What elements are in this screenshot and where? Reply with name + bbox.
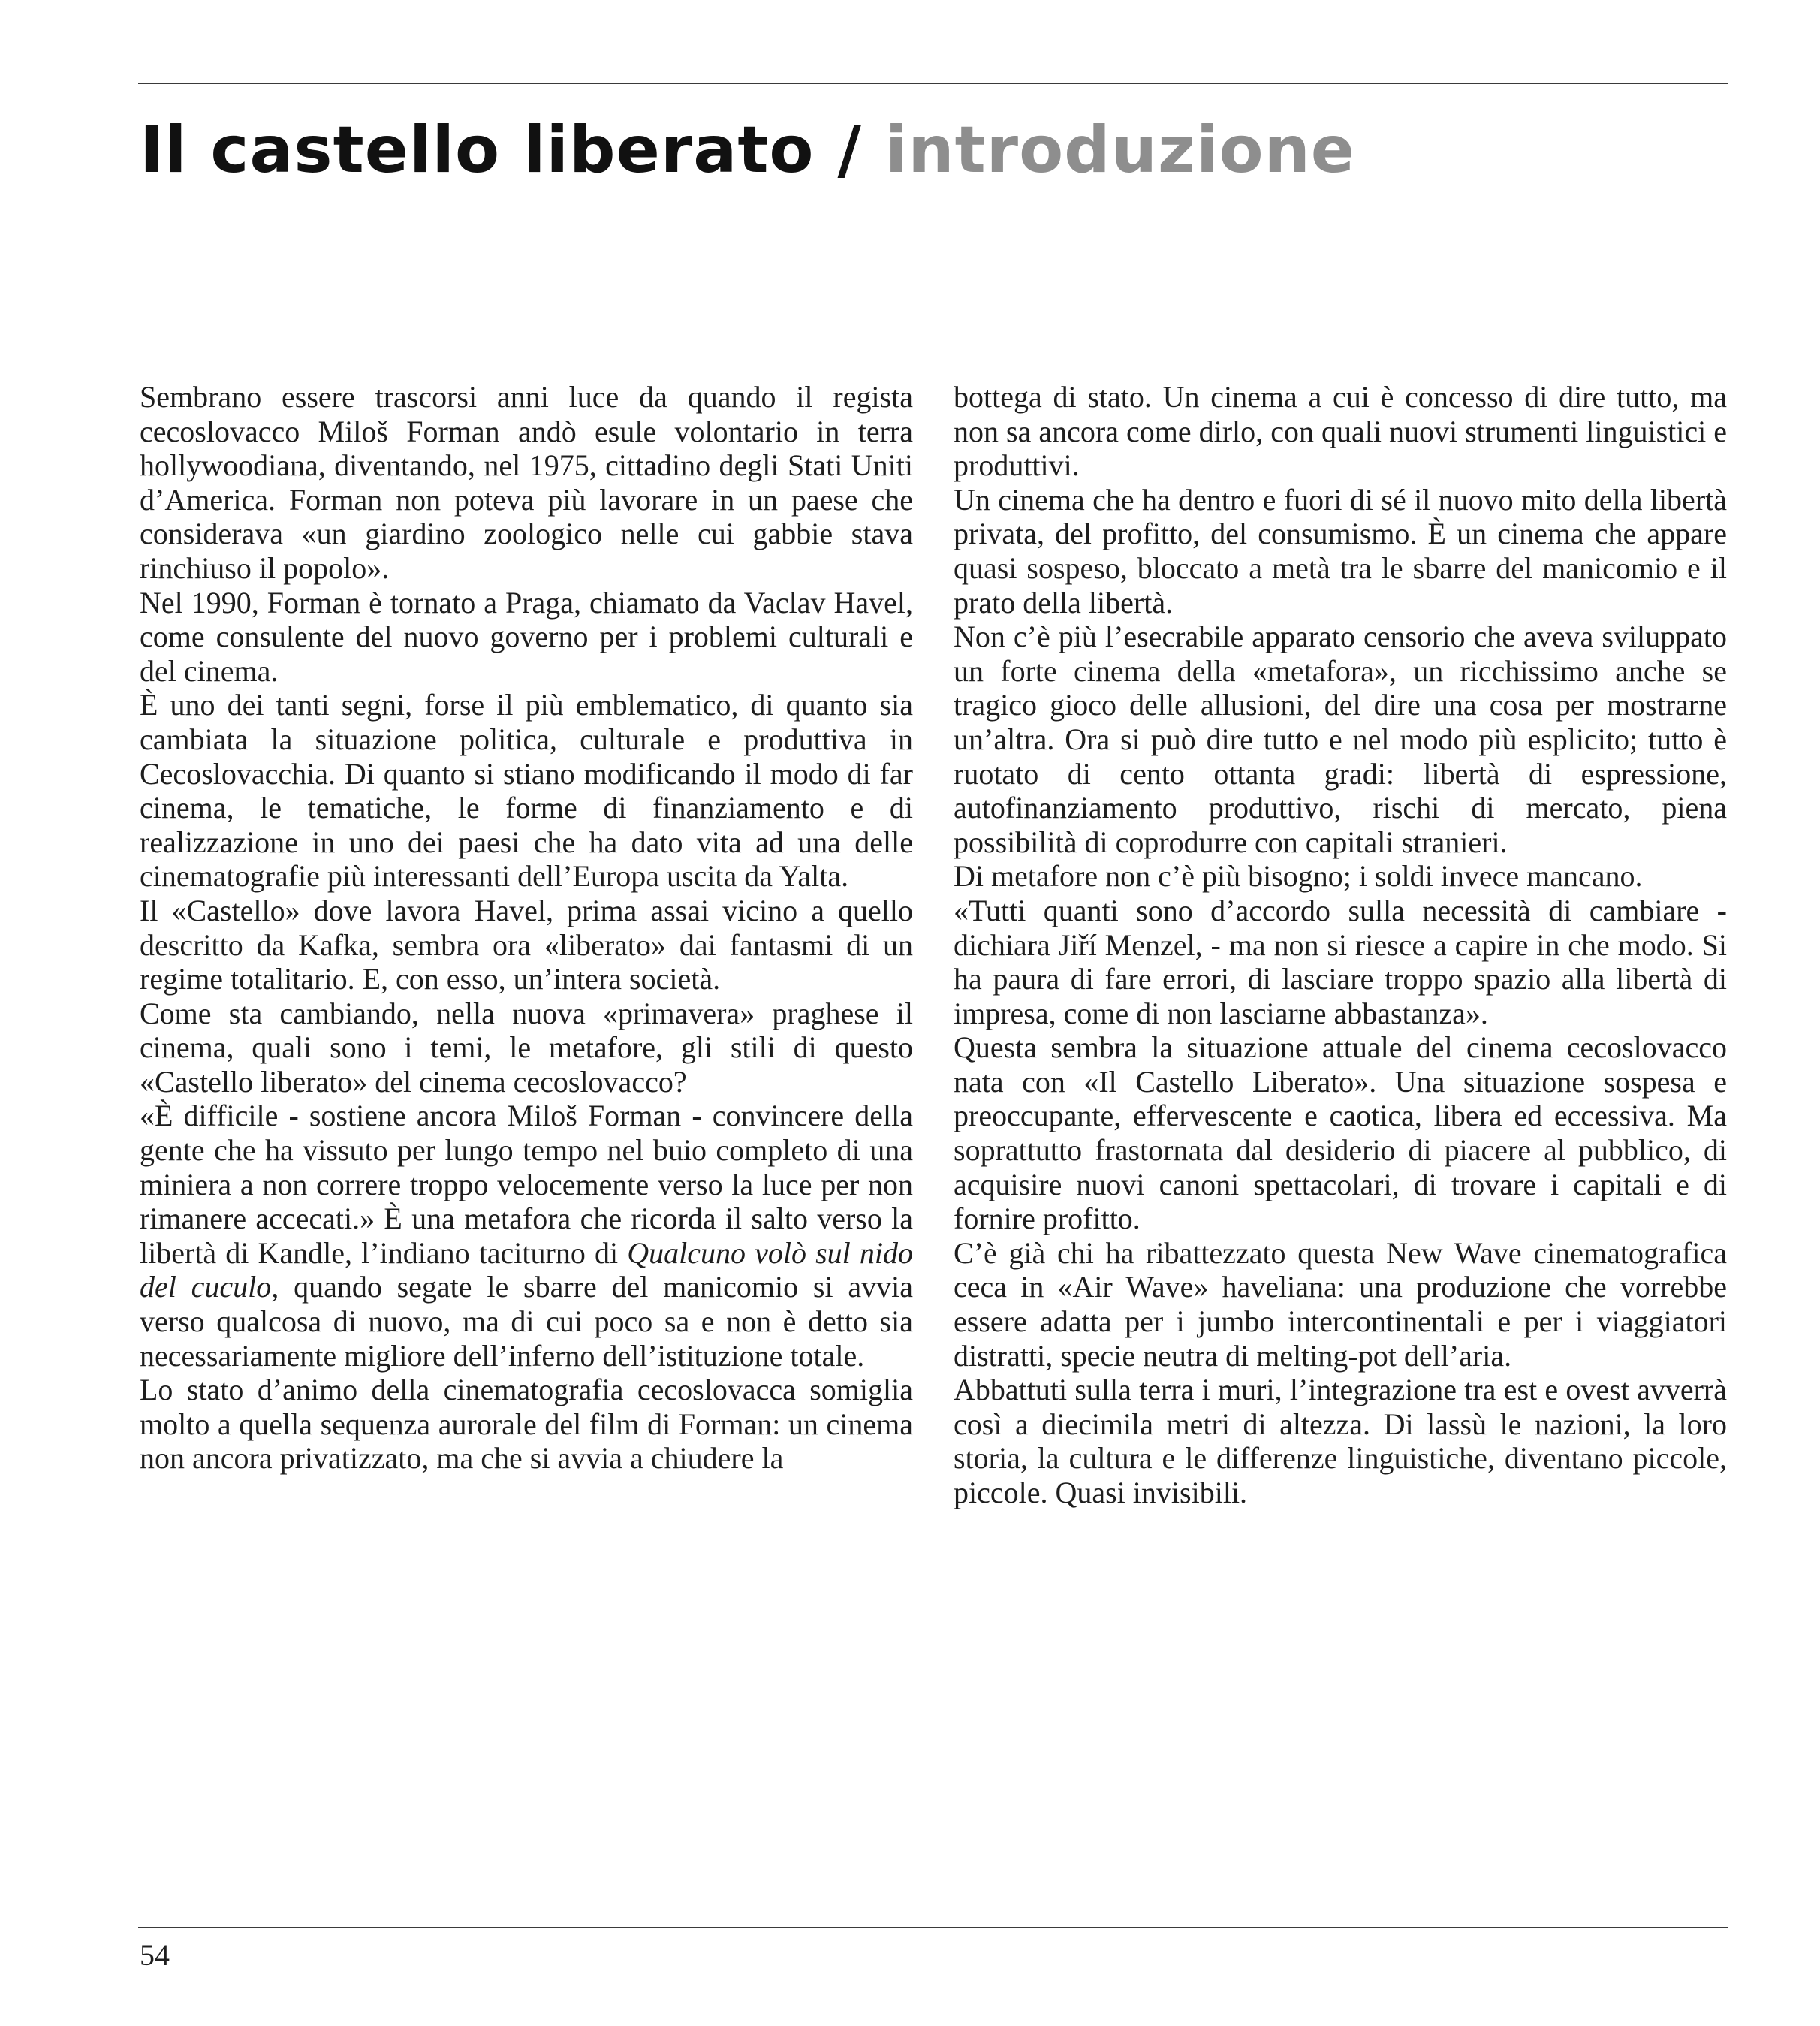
film-title: Qualcuno volò sul nido del cuculo: [140, 1235, 913, 1304]
paragraph: È uno dei tanti segni, forse il più emblematico, di quanto sia cambiata la situazione politica, culturale e produttiva in Cecoslovacchia. Di quanto si stiano modificando il modo di far cinema, le tematiche, le forme di finanziamento e di realizzazione in uno dei paesi che ha dato vita ad una delle cinematografie più interessanti dell’Europa uscita da Yalta.: [140, 688, 913, 894]
paragraph: Sembrano essere trascorsi anni luce da quando il regista cecoslovacco Miloš Forman andò esule volontario in terra hollywoodiana, diventando, nel 1975, cittadino degli Stati Uniti d’America. Forman non poteva più lavorare in un paese che considerava «un giardino zoologico nelle cui gabbie stava rinchiuso il popolo».: [140, 380, 913, 585]
bottom-rule: [138, 1927, 1728, 1928]
left-column: [140, 380, 913, 1476]
paragraph: Abbattuti sulla terra i muri, l’integrazione tra est e ovest avverrà così a diecimila metri di altezza. Di lassù le nazioni, la loro storia, la cultura e le differenze linguistiche, diventano piccole, piccole. Quasi invisibili.: [954, 1373, 1727, 1509]
paragraph: Nel 1990, Forman è tornato a Praga, chiamato da Vaclav Havel, come consulente del nuovo governo per i problemi culturali e del cinema.: [140, 585, 913, 688]
title-separator: /: [837, 113, 862, 188]
paragraph: Il «Castello» dove lavora Havel, prima assai vicino a quello descritto da Kafka, sembra ora «liberato» dai fantasmi di un regime totalitario. E, con esso, un’intera società.: [140, 893, 913, 996]
paragraph: Come sta cambiando, nella nuova «primavera» praghese il cinema, quali sono i temi, le metafore, gli stili di questo «Castello liberato» del cinema cecoslovacco?: [140, 996, 913, 1099]
paragraph: C’è già chi ha ribattezzato questa New Wave cinematografica ceca in «Air Wave» haveliana: una produzione che vorrebbe essere adatta per i jumbo intercontinentali e per i viaggiatori distratti, specie neutra di melting-pot dell’aria.: [954, 1235, 1727, 1373]
paragraph: Non c’è più l’esecrabile apparato censorio che aveva sviluppato un forte cinema della «metafora», un ricchissimo anche se tragico gioco delle allusioni, del dire una cosa per mostrarne un’altra. Ora si può dire tutto e nel modo più esplicito; tutto è ruotato di cento ottanta gradi: libertà di espressione, autofinanziamento produttivo, rischi di mercato, piena possibilità di coprodurre con capitali stranieri.: [954, 620, 1727, 859]
paragraph: Questa sembra la situazione attuale del cinema cecoslovacco nata con «Il Castello Liberato». Una situazione sospesa e preoccupante, effervescente e caotica, libera ed eccessiva. Ma soprattutto frastornata dal desiderio di piacere al pubblico, di acquisire nuovi canoni spettacolari, di trovare i capitali e di fornire profitto.: [954, 1030, 1727, 1236]
top-rule: [138, 83, 1728, 84]
paragraph-text: , quando segate le sbarre del manicomio si avvia verso qualcosa di nuovo, ma di cui poco sa e non è detto sia necessariamente migliore dell’inferno dell’istituzione totale.: [140, 1270, 913, 1373]
title-subtitle: introduzione: [884, 113, 1356, 188]
right-column: [954, 380, 1727, 1510]
paragraph: [140, 1099, 913, 1373]
page-title: [140, 105, 1355, 195]
paragraph: Un cinema che ha dentro e fuori di sé il nuovo mito della libertà privata, del profitto, del consumismo. È un cinema che appare quasi sospeso, bloccato a metà tra le sbarre del manicomio e il prato della libertà.: [954, 482, 1727, 620]
title-main: Il castello liberato: [140, 113, 815, 188]
paragraph: «Tutti quanti sono d’accordo sulla necessità di cambiare - dichiara Jiří Menzel, - ma non si riesce a capire in che modo. Si ha paura di fare errori, di lasciare troppo spazio alla libertà di impresa, come di non lasciarne abbastanza».: [954, 893, 1727, 1030]
paragraph: bottega di stato. Un cinema a cui è concesso di dire tutto, ma non sa ancora come dirlo, con quali nuovi strumenti linguistici e produttivi.: [954, 380, 1727, 483]
paragraph-text: «È difficile - sostiene ancora Miloš Forman - convincere della gente che ha vissuto per lungo tempo nel buio completo di una miniera a non correre troppo velocemente verso la luce per non rimanere accecati.» È una metafora che ricorda il salto verso la libertà di Kandle, l’indiano taciturno di: [140, 1099, 913, 1270]
paragraph: Lo stato d’animo della cinematografia cecoslovacca somiglia molto a quella sequenza aurorale del film di Forman: un cinema non ancora privatizzato, ma che si avvia a chiudere la: [140, 1373, 913, 1476]
page-number: 54: [140, 1938, 170, 1972]
paragraph: Di metafore non c’è più bisogno; i soldi invece mancano.: [954, 859, 1643, 894]
